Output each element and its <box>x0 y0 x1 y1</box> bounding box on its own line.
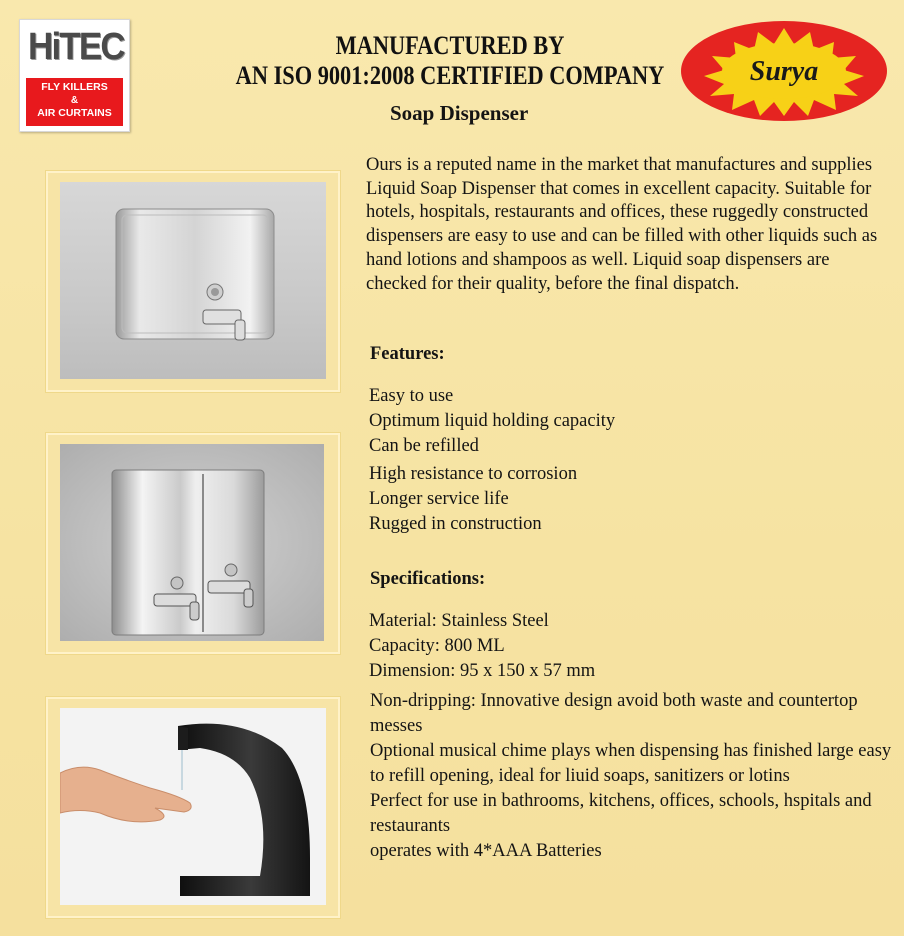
features-heading: Features: <box>370 344 445 364</box>
page-title: Soap Dispenser <box>390 101 529 125</box>
product-image-frame-1 <box>46 171 340 392</box>
list-item: Perfect for use in bathrooms, kitchens, offices, schools, hspitals and restaurants <box>370 791 872 836</box>
product-description: Ours is a reputed name in the market that manufactures and supplies Liquid Soap Dispenser that comes in excellent capacity. Suitable for hotels, hospitals, restaurants and offices, these ruggedly constructed dispensers are easy to use and can be filled with other liquids such as hand lotions and shampoos as well. Liquid soap dispensers are checked for their quality, before the final dispatch. <box>366 155 878 294</box>
hitec-logo <box>19 19 130 132</box>
list-item: Easy to use <box>369 386 454 406</box>
hitec-tagline-ampersand: & <box>70 95 79 106</box>
hitec-brand: HiTEC <box>28 26 124 68</box>
list-item: Dimension: 95 x 150 x 57 mm <box>369 661 596 681</box>
double-soap-dispenser-image <box>60 444 324 641</box>
specifications-extra-list <box>370 689 894 864</box>
hitec-tagline-line2: AIR CURTAINS <box>37 107 112 119</box>
specifications-list <box>369 609 595 684</box>
features-list-2 <box>369 462 577 537</box>
list-item: Material: Stainless Steel <box>369 611 549 631</box>
product-image-frame-3 <box>46 697 340 918</box>
list-item: Rugged in construction <box>369 514 542 534</box>
features-list-1 <box>369 384 615 459</box>
list-item: operates with 4*AAA Batteries <box>370 841 602 861</box>
list-item: Optimum liquid holding capacity <box>369 411 616 431</box>
list-item: Can be refilled <box>369 436 479 456</box>
list-item: Non-dripping: Innovative design avoid both waste and countertop messes <box>370 691 858 736</box>
specifications-heading: Specifications: <box>370 569 486 589</box>
automatic-soap-dispenser-image <box>60 708 326 905</box>
list-item: Longer service life <box>369 489 509 509</box>
hitec-tagline-line1: FLY KILLERS <box>41 81 108 93</box>
surya-wordmark: Surya <box>749 56 819 87</box>
product-image-frame-2 <box>46 433 340 654</box>
hitec-tagline <box>26 78 123 126</box>
single-soap-dispenser-image <box>60 182 326 379</box>
manufactured-by-heading: MANUFACTURED BY <box>335 31 565 60</box>
list-item: Optional musical chime plays when dispensing has finished large easy to refill opening, ideal for liuid soaps, sanitizers or lotins <box>370 741 892 786</box>
surya-logo <box>680 20 888 122</box>
list-item: High resistance to corrosion <box>369 464 578 484</box>
list-item: Capacity: 800 ML <box>369 636 505 656</box>
iso-certified-heading: AN ISO 9001:2008 CERTIFIED COMPANY <box>235 61 665 90</box>
